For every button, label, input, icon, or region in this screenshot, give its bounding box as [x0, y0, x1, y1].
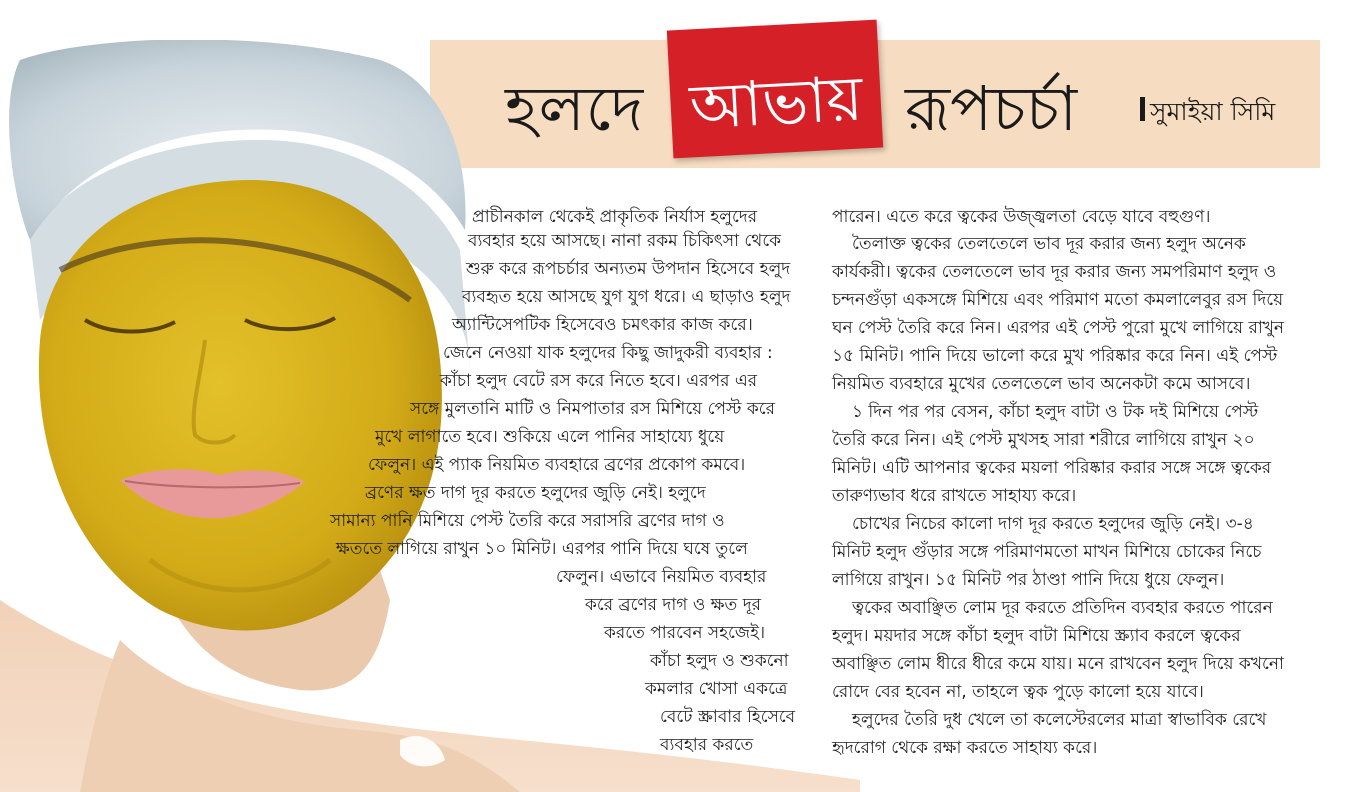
right-line: তৈলাক্ত ত্বকের তেলতেলে ভাব দূর করার জন্য হলুদ অনেক — [852, 234, 1246, 254]
right-line: হলুদ। ময়দার সঙ্গে কাঁচা হলুদ বাটা মিশিয়ে স্ক্র্যাব করলে ত্বকের — [832, 626, 1241, 646]
left-line: বেটে স্ক্রাবার হিসেবে — [660, 707, 796, 727]
left-line: ক্ষততে লাগিয়ে রাখুন ১০ মিনিট। এরপর পানি দিয়ে ঘষে তুলে — [336, 539, 748, 559]
left-line: ব্রণের ক্ষত দাগ দূর করতে হলুদের জুড়ি নেই। হলুদে — [365, 483, 706, 503]
right-line: চোখের নিচের কালো দাগ দূর করতে হলুদের জুড়ি নেই। ৩-৪ — [852, 514, 1254, 534]
right-line: ১৫ মিনিট। পানি দিয়ে ভালো করে মুখ পরিষ্কার করে নিন। এই পেস্ট — [832, 346, 1278, 366]
title-part-2: রূপচর্চা — [905, 72, 1078, 145]
left-line: অ্যান্টিসেপটিক হিসেবেও চমৎকার কাজ করে। — [452, 315, 753, 335]
right-line: রোদে বের হবেন না, তাহলে ত্বক পুড়ে কালো হয়ে যাবে। — [832, 682, 1204, 702]
right-line: চন্দনগুঁড়া একসঙ্গে মিশিয়ে এবং পরিমাণ মতো কমলালেবুর রস দিয়ে — [832, 290, 1284, 310]
left-line: সঙ্গে মুলতানি মাটি ও নিমপাতার রস মিশিয়ে পেস্ট করে — [410, 399, 775, 419]
left-line: কাঁচা হলুদ ও শুকনো — [650, 651, 789, 671]
right-line: ঘন পেস্ট তৈরি করে নিন। এরপর এই পেস্ট পুরো মুখে লাগিয়ে রাখুন — [832, 318, 1285, 338]
left-line: জেনে নেওয়া যাক হলুদের কিছু জাদুকরী ব্যবহার : — [443, 343, 773, 363]
right-line: নিয়মিত ব্যবহারে মুখের তেলতেলে ভাব অনেকটা কমে আসবে। — [832, 374, 1251, 394]
right-line: হলুদের তৈরি দুধ খেলে তা কলেস্টেরলের মাত্রা স্বাভাবিক রেখে — [852, 710, 1267, 730]
right-line: মিনিট। এটি আপনার ত্বকের ময়লা পরিষ্কার করার সঙ্গে সঙ্গে ত্বকের — [832, 458, 1272, 478]
left-line: শুরু করে রূপচর্চার অন্যতম উপদান হিসেবে হলুদ — [466, 259, 791, 279]
title-highlight: আভায় — [687, 61, 865, 144]
right-line: অবাঞ্ছিত লোম ধীরে ধীরে কমে যায়। মনে রাখবেন হলুদ দিয়ে কখনো — [832, 654, 1284, 674]
right-line: তারুণ্যভাব ধরে রাখতে সাহায্য করে। — [832, 486, 1077, 506]
right-line: কার্যকরী। ত্বকের তেলতেলে ভাব দূর করার জন্য সমপরিমাণ হলুদ ও — [832, 262, 1277, 282]
right-line: মিনিট হলুদ গুঁড়ার সঙ্গে পরিমাণমতো মাখন মিশিয়ে চোকের নিচে — [832, 542, 1262, 562]
left-line: ব্যবহার করতে — [660, 735, 754, 755]
right-line: লাগিয়ে রাখুন। ১৫ মিনিট পর ঠাণ্ডা পানি দিয়ে ধুয়ে ফেলুন। — [832, 570, 1225, 590]
left-line: মুখে লাগাতে হবে। শুকিয়ে এলে পানির সাহায্যে ধুয়ে — [375, 427, 725, 447]
left-line: করতে পারবেন সহজেই। — [604, 623, 766, 643]
left-line: ব্যবহৃত হয়ে আসছে যুগ যুগ ধরে। এ ছাড়াও হলুদ — [462, 287, 791, 307]
left-line: ব্যবহার হয়ে আসছে। নানা রকম চিকিৎসা থেকে — [468, 231, 782, 251]
left-line: ফেলুন। এই প্যাক নিয়মিত ব্যবহারে ব্রণের প্রকোপ কমবে। — [368, 455, 746, 475]
byline-separator — [1140, 97, 1145, 121]
left-line: ফেলুন। এভাবে নিয়মিত ব্যবহার — [556, 567, 767, 587]
left-line: কমলার খোসা একত্রে — [645, 679, 788, 699]
right-line: ১ দিন পর পর বেসন, কাঁচা হলুদ বাটা ও টক দই মিশিয়ে পেস্ট — [852, 402, 1259, 422]
right-line: তৈরি করে নিন। এই পেস্ট মুখসহ সারা শরীরে লাগিয়ে রাখুন ২০ — [832, 430, 1255, 450]
byline: সুমাইয়া সিমি — [1150, 97, 1276, 126]
left-line: কাঁচা হলুদ বেটে রস করে নিতে হবে। এরপর এর — [440, 371, 758, 391]
right-line: ত্বকের অবাঞ্ছিত লোম দূর করতে প্রতিদিন ব্যবহার করতে পারেন — [852, 598, 1273, 618]
left-line: সামান্য পানি মিশিয়ে পেস্ট তৈরি করে সরাসরি ব্রণের দাগ ও — [330, 511, 725, 531]
left-line: প্রাচীনকাল থেকেই প্রাকৃতিক নির্যাস হলুদের — [472, 207, 758, 227]
title-part-1: হলদে — [505, 72, 645, 145]
right-line: হৃদরোগ থেকে রক্ষা করতে সাহায্য করে। — [832, 738, 1098, 758]
right-line: পারেন। এতে করে ত্বকের উজ্জ্বলতা বেড়ে যাবে বহুগুণ। — [832, 207, 1211, 227]
left-line: করে ব্রণের দাগ ও ক্ষত দূর — [585, 595, 761, 615]
